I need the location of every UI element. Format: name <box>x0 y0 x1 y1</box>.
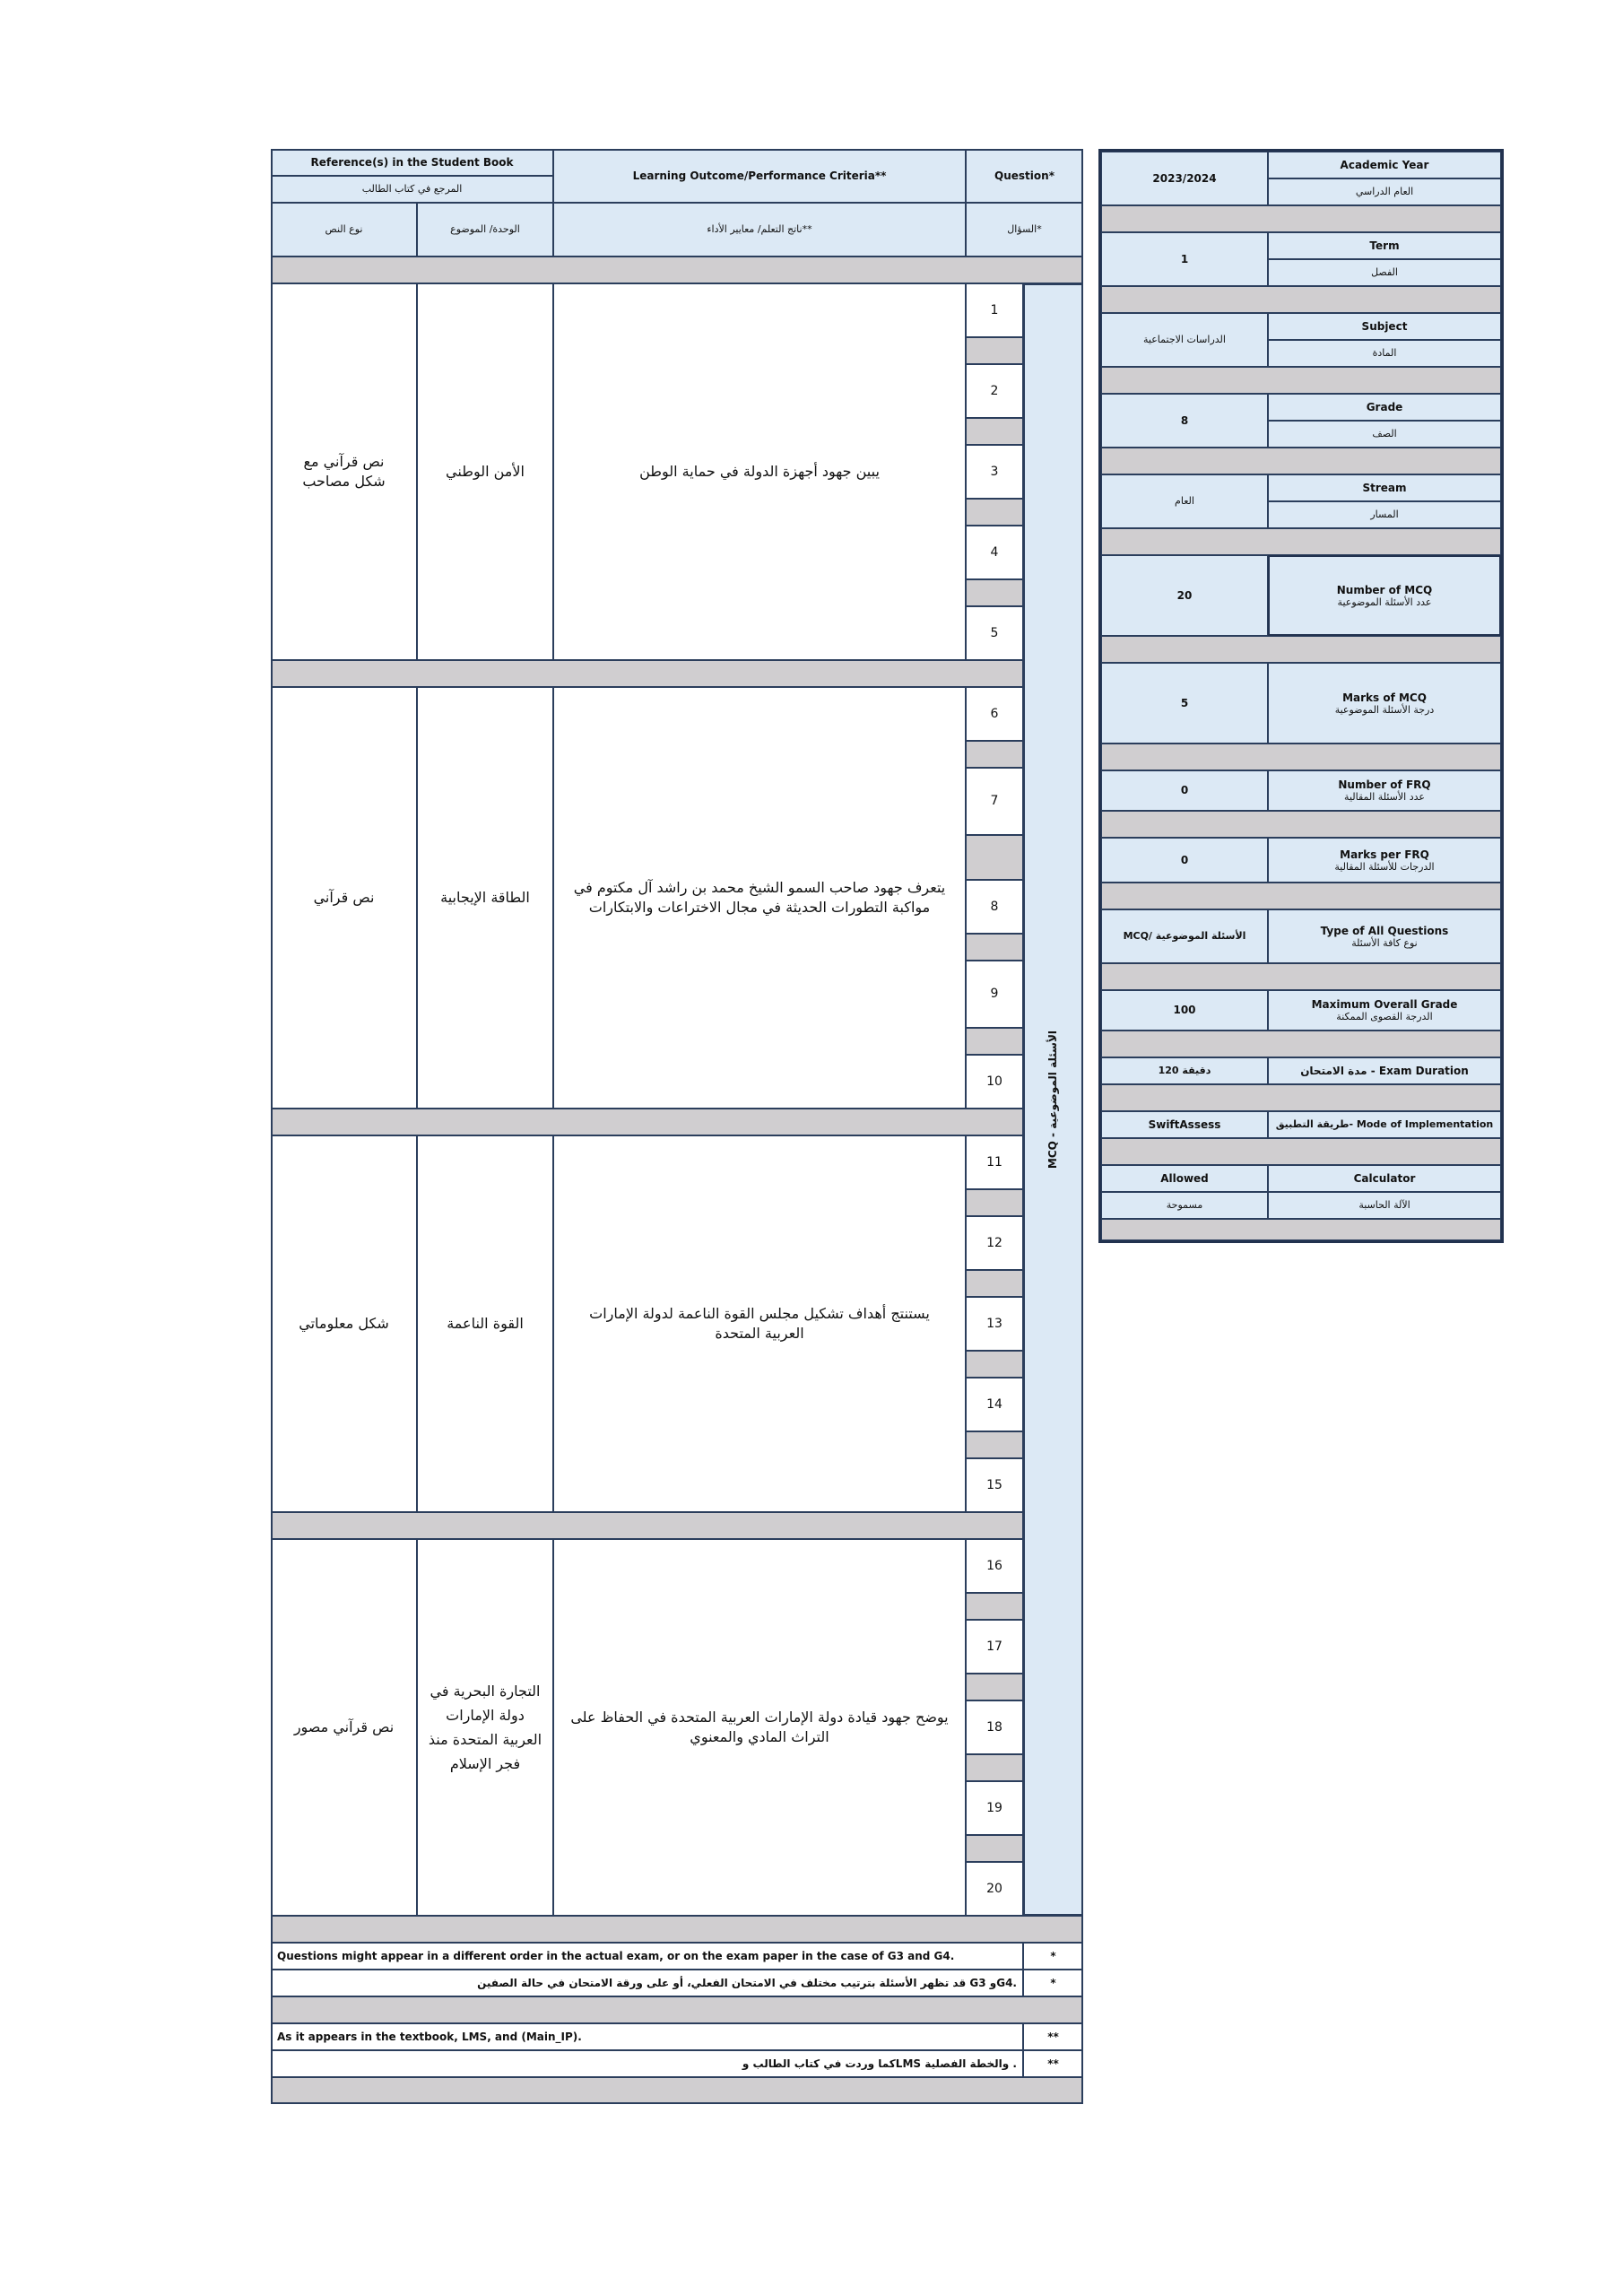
max-grade-value: 100 <box>1101 990 1268 1031</box>
mode-value: SwiftAssess <box>1101 1111 1268 1138</box>
grade-value: 8 <box>1101 394 1268 448</box>
academic-year-value: 2023/2024 <box>1101 152 1268 205</box>
marks-mcq-value: 5 <box>1101 663 1268 744</box>
marks-frq-label-ar: الدرجات للأسئلة المقالية <box>1334 860 1435 873</box>
section-outcome: يوضح جهود قيادة دولة الإمارات العربية المتحدة في الحفاظ على التراث المادي والمعنوي <box>553 1539 966 1916</box>
note-mark: ** <box>1023 2050 1083 2077</box>
question-number: 18 <box>966 1700 1023 1754</box>
grade-label-en: Grade <box>1268 394 1501 421</box>
question-number: 6 <box>966 687 1023 741</box>
question-number: 12 <box>966 1216 1023 1270</box>
reference-header-ar: المرجع في كتاب الطالب <box>271 176 553 203</box>
academic-year-label-en: Academic Year <box>1268 152 1501 178</box>
separator-row <box>1101 205 1501 232</box>
note-mark: * <box>1023 1943 1083 1970</box>
question-number: 14 <box>966 1378 1023 1431</box>
num-frq-label <box>1268 770 1501 811</box>
marks-mcq-label-en: Marks of MCQ <box>1342 691 1427 704</box>
question-number: 16 <box>966 1539 1023 1593</box>
term-label-en: Term <box>1268 232 1501 259</box>
left-table <box>271 149 1083 2127</box>
question-number: 5 <box>966 606 1023 660</box>
max-grade-label-ar: الدرجة القصوى الممكنة <box>1336 1011 1433 1022</box>
section-outcome: يبين جهود أجهزة الدولة في حماية الوطن <box>553 283 966 660</box>
question-header-ar: السؤال* <box>966 203 1083 257</box>
question-header-en: Question* <box>966 149 1083 203</box>
separator-row <box>1101 811 1501 838</box>
separator-row <box>1101 1219 1501 1240</box>
term-value: 1 <box>1101 232 1268 286</box>
stream-value: العام <box>1101 474 1268 528</box>
marks-mcq-label <box>1268 663 1501 744</box>
separator-row <box>1101 744 1501 770</box>
marks-frq-label-en: Marks per FRQ <box>1340 848 1429 861</box>
reference-header-en: Reference(s) in the Student Book <box>271 149 553 176</box>
mcq-label: MCQ - الأسئلة الموضوعية <box>1046 1030 1060 1170</box>
duration-value: 120 دقيقة <box>1101 1057 1268 1084</box>
calculator-label-ar: الآلة الحاسبة <box>1268 1192 1501 1219</box>
term-label-ar: الفصل <box>1268 259 1501 286</box>
type-questions-label-en: Type of All Questions <box>1320 924 1449 937</box>
question-number: 11 <box>966 1135 1023 1189</box>
question-number: 8 <box>966 880 1023 934</box>
question-number: 10 <box>966 1055 1023 1109</box>
max-grade-label-en: Maximum Overall Grade <box>1311 998 1458 1011</box>
section-unit: الأمن الوطني <box>417 283 553 660</box>
marks-mcq-label-ar: درجة الأسئلة الموضوعية <box>1334 703 1435 716</box>
note-mark: ** <box>1023 2023 1083 2050</box>
note-text: كما وردت في كتاب الطالب وLMS والخطة الفصلية . <box>271 2050 1023 2077</box>
question-number: 19 <box>966 1781 1023 1835</box>
learning-outcome-header-en: Learning Outcome/Performance Criteria** <box>553 149 966 203</box>
question-number: 1 <box>966 283 1023 337</box>
grade-label-ar: الصف <box>1268 421 1501 448</box>
question-number: 13 <box>966 1297 1023 1351</box>
right-table <box>1098 149 1504 1243</box>
section-outcome: يتعرف جهود صاحب السمو الشيخ محمد بن راشد آل مكتوم في مواكبة التطورات الحديثة في مجال الاختراعات والابتكارات <box>553 687 966 1109</box>
question-number: 3 <box>966 445 1023 499</box>
separator-row <box>1101 1031 1501 1057</box>
question-number: 17 <box>966 1620 1023 1674</box>
stream-label-ar: المسار <box>1268 501 1501 528</box>
section-unit: القوة الناعمة <box>417 1135 553 1512</box>
marks-frq-label <box>1268 838 1501 883</box>
marks-frq-value: 0 <box>1101 838 1268 883</box>
mode-label: طريقة التطبيق- Mode of Implementation <box>1268 1111 1501 1138</box>
note-mark: * <box>1023 1970 1083 1996</box>
text-type-header: نوع النص <box>271 203 417 257</box>
subject-label-ar: المادة <box>1268 340 1501 367</box>
note-text: Questions might appear in a different order in the actual exam, or on the exam paper in the case of G3 and G4. <box>271 1943 1023 1970</box>
separator-row <box>1101 1138 1501 1165</box>
num-frq-label-ar: عدد الأسئلة المقالية <box>1344 791 1425 803</box>
type-questions-label-ar: نوع كافة الأسئلة <box>1351 936 1418 949</box>
unit-topic-header: الوحدة/ الموضوع <box>417 203 553 257</box>
num-mcq-label-en: Number of MCQ <box>1336 583 1433 596</box>
separator-row <box>1101 963 1501 990</box>
num-frq-value: 0 <box>1101 770 1268 811</box>
question-number: 2 <box>966 364 1023 418</box>
section-text-type: نص قرآني <box>271 687 417 1109</box>
type-questions-label <box>1268 909 1501 963</box>
num-mcq-label <box>1268 555 1501 636</box>
stream-label-en: Stream <box>1268 474 1501 501</box>
separator-row <box>1101 448 1501 474</box>
learning-outcome-header-ar: ناتج التعلم/ معايير الأداء** <box>553 203 966 257</box>
question-number: 9 <box>966 961 1023 1028</box>
section-text-type: نص قرآني مع شكل مصاحب <box>271 283 417 660</box>
num-frq-label-en: Number of FRQ <box>1338 778 1431 791</box>
question-number: 15 <box>966 1458 1023 1512</box>
duration-label: مدة الامتحان - Exam Duration <box>1268 1057 1501 1084</box>
academic-year-label-ar: العام الدراسي <box>1268 178 1501 205</box>
section-text-type: شكل معلوماتي <box>271 1135 417 1512</box>
question-number: 20 <box>966 1862 1023 1916</box>
subject-value: الدراسات الاجتماعية <box>1101 313 1268 367</box>
separator-row <box>1101 636 1501 663</box>
num-mcq-label-ar: عدد الأسئلة الموضوعية <box>1337 596 1432 608</box>
left-table-frame <box>271 149 1083 2104</box>
separator-row <box>1101 1084 1501 1111</box>
separator-row <box>1101 286 1501 313</box>
num-mcq-value: 20 <box>1101 555 1268 636</box>
separator-row <box>1101 528 1501 555</box>
calculator-value-ar: مسموحة <box>1101 1192 1268 1219</box>
separator-row <box>1101 367 1501 394</box>
section-text-type: نص قرآني مصور <box>271 1539 417 1916</box>
question-number: 4 <box>966 526 1023 579</box>
subject-label-en: Subject <box>1268 313 1501 340</box>
note-text: As it appears in the textbook, LMS, and (Main_IP). <box>271 2023 1023 2050</box>
section-unit: الطاقة الإيجابية <box>417 687 553 1109</box>
note-text: قد تظهر الأسئلة بترتيب مختلف في الامتحان الفعلي، أو على ورقة الامتحان في حالة الصفين G3 وG4. <box>271 1970 1023 1996</box>
max-grade-label <box>1268 990 1501 1031</box>
separator-row <box>1101 883 1501 909</box>
type-questions-value: MCQ/ الأسئلة الموضوعية <box>1101 909 1268 963</box>
section-outcome: يستنتج أهداف تشكيل مجلس القوة الناعمة لدولة الإمارات العربية المتحدة <box>553 1135 966 1512</box>
question-number: 7 <box>966 768 1023 835</box>
calculator-label-en: Calculator <box>1268 1165 1501 1192</box>
section-unit: التجارة البحرية في دولة الإمارات العربية المتحدة منذ فجر الإسلام <box>417 1539 553 1916</box>
calculator-value-en: Allowed <box>1101 1165 1268 1192</box>
